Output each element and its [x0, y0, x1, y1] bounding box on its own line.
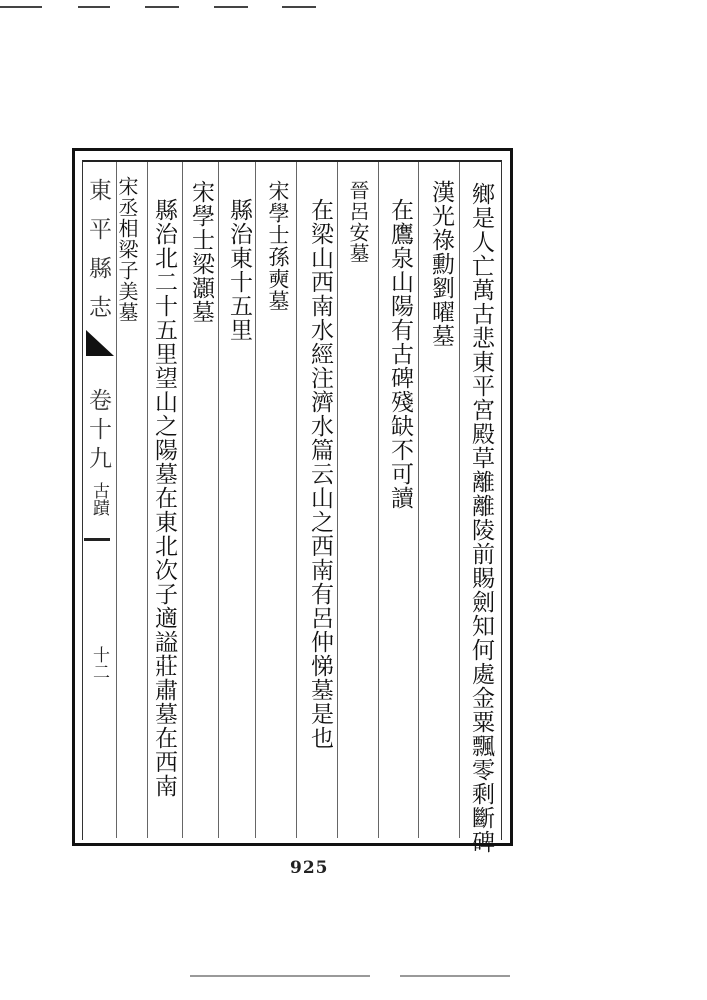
- column-rule: [459, 162, 460, 838]
- scan-noise: [400, 975, 510, 977]
- column-rule: [418, 162, 419, 838]
- top-dash: [145, 6, 179, 8]
- section-label: 古蹟: [89, 482, 109, 516]
- column-rule: [147, 162, 148, 838]
- text-column-6: 宋學士孫奭墓: [266, 180, 290, 312]
- column-rule: [218, 162, 219, 838]
- text-column-9: 縣治北二十五里望山之陽墓在東北次子適謚莊肅墓在西南: [151, 198, 177, 798]
- column-rule: [182, 162, 183, 838]
- fish-tail-mark: [86, 330, 114, 356]
- text-column-7: 縣治東十五里: [226, 198, 252, 342]
- text-column-4: 晉呂安墓: [346, 180, 370, 264]
- text-column-3: 在鷹泉山陽有古碑殘缺不可讀: [387, 198, 413, 510]
- text-column-1: 鄉是人亡萬古悲東平宮殿草離離陵前賜劍知何處金粟飄零剩斷碑: [468, 182, 494, 854]
- volume-label: 卷十九: [85, 388, 111, 475]
- page-number: 925: [290, 858, 329, 878]
- column-rule: [378, 162, 379, 838]
- text-column-5: 在梁山西南水經注濟水篇云山之西南有呂仲悌墓是也: [307, 198, 333, 750]
- column-rule: [255, 162, 256, 838]
- text-column-10: 宋丞相梁子美墓: [115, 176, 139, 323]
- column-rule: [337, 162, 338, 838]
- text-column-2: 漢光祿勳劉曜墓: [428, 180, 454, 348]
- column-rule: [296, 162, 297, 838]
- margin-bar: [84, 538, 110, 541]
- top-dash: [0, 6, 42, 8]
- leaf-number: 十二: [89, 646, 109, 680]
- book-title: 東平縣志: [85, 178, 111, 334]
- fore-edge-margin: [84, 162, 114, 838]
- top-dash: [78, 6, 110, 8]
- text-column-8: 宋學士梁灝墓: [188, 180, 214, 324]
- top-dash: [214, 6, 248, 8]
- top-dash: [282, 6, 316, 8]
- scan-noise: [190, 975, 370, 977]
